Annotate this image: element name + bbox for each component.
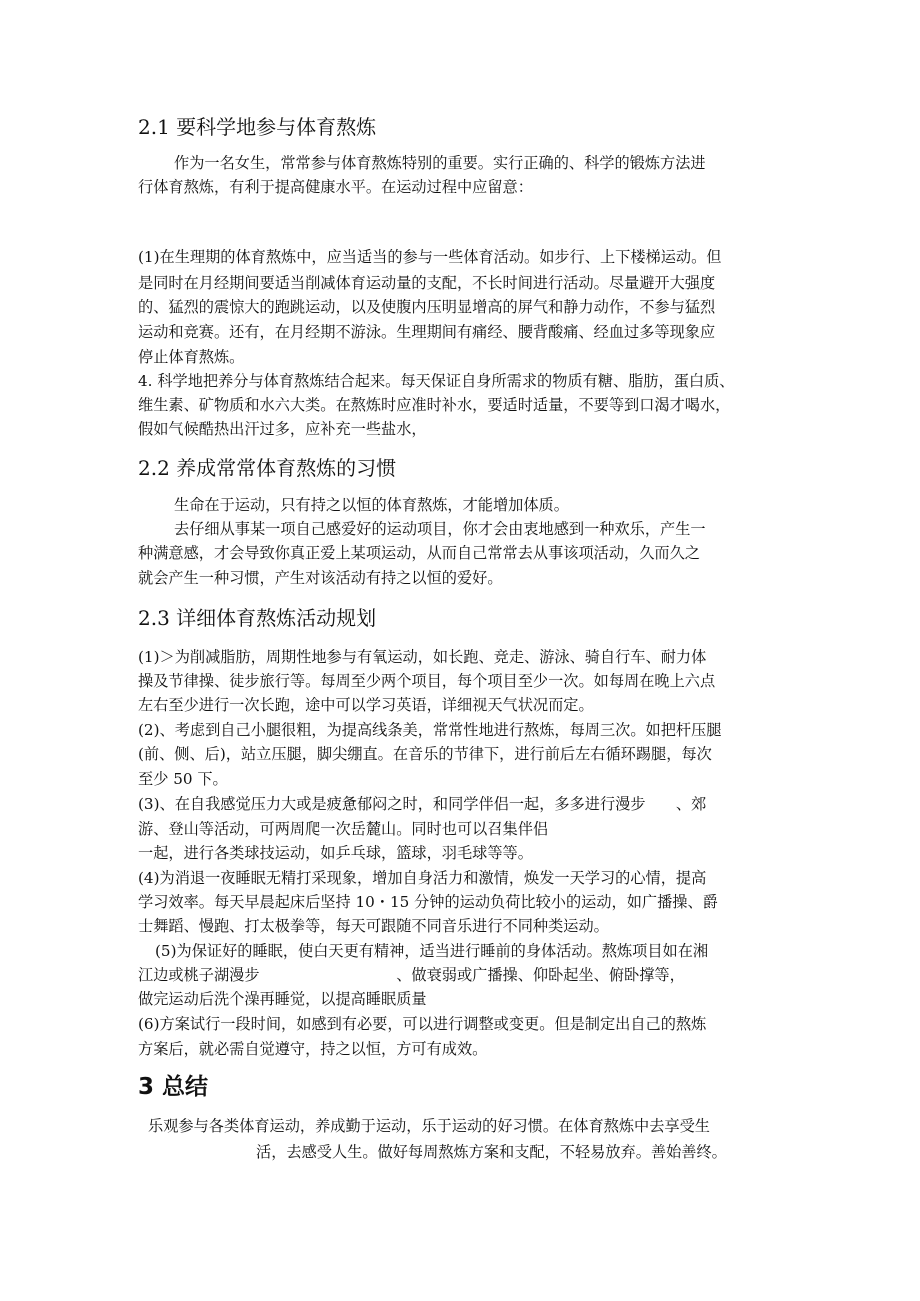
paragraph-line: 停止体育熬炼。	[138, 348, 245, 366]
paragraph-line: 种满意感，才会导致你真正爱上某项运动，从而自己常常去从事该项活动，久而久之	[138, 544, 700, 562]
section-heading-2-1: 2.1 要科学地参与体育熬炼	[138, 115, 377, 139]
paragraph-line: 行体育熬炼，有利于提高健康水平。在运动过程中应留意：	[138, 178, 533, 196]
paragraph-line: 去仔细从事某一项自己感爱好的运动项目，你才会由衷地感到一种欢乐，产生一	[174, 520, 706, 538]
section-heading-3: 3 总结	[138, 1074, 209, 1100]
paragraph-line: (1)在生理期的体育熬炼中，应当适当的参与一些体育活动。如步行、上下楼梯运动。但	[138, 248, 722, 266]
paragraph-line: 学习效率。每天早晨起床后坚持 10・15 分钟的运动负荷比较小的运动，如广播操、爵	[138, 893, 718, 911]
paragraph-line: 一起，进行各类球技运动，如乒乓球，篮球，羽毛球等等。	[138, 844, 533, 862]
paragraph-line: 是同时在月经期间要适当削减体育运动量的支配，不长时间进行活动。尽量避开大强度	[138, 274, 716, 292]
paragraph-line: 活，去感受人生。做好每周熬炼方案和支配，不轻易放弃。善始善终。	[256, 1143, 727, 1161]
paragraph-line: 的、猛烈的震惊大的跑跳运动，以及使腹内压明显增高的屏气和静力动作，不参与猛烈	[138, 298, 716, 316]
paragraph-line: (3)、在自我感觉压力大或是疲惫郁闷之时，和同学伴侣一起，多多进行漫步 、郊	[138, 795, 707, 813]
paragraph-line: 作为一名女生，常常参与体育熬炼特别的重要。实行正确的、科学的锻炼方法进	[174, 154, 706, 172]
paragraph-line: 4. 科学地把养分与体育熬炼结合起来。每天保证自身所需求的物质有糖、脂肪，蛋白质、	[138, 372, 735, 390]
paragraph-line: 操及节律操、徒步旅行等。每周至少两个项目，每个项目至少一次。如每周在晚上六点	[138, 672, 716, 690]
paragraph-line: 游、登山等活动，可两周爬一次岳麓山。同时也可以召集伴侣	[138, 820, 549, 838]
paragraph-line: 就会产生一种习惯，产生对该活动有持之以恒的爱好。	[138, 569, 503, 587]
section-heading-2-2: 2.2 养成常常体育熬炼的习惯	[138, 456, 397, 480]
paragraph-line: 运动和竞赛。还有，在月经期不游泳。生理期间有痛经、腰背酸痛、经血过多等现象应	[138, 323, 716, 341]
paragraph-line: 士舞蹈、慢跑、打太极拳等，每天可跟随不同音乐进行不同种类运动。	[138, 917, 609, 935]
paragraph-line: (6)方案试行一段时间，如感到有必要，可以进行调整或变更。但是制定出自己的熬炼	[138, 1015, 707, 1033]
paragraph-line: 至少 50 下。	[138, 770, 228, 788]
paragraph-line: (2)、考虑到自己小腿很粗，为提高线条美，常常性地进行熬炼，每周三次。如把杆压腿	[138, 721, 722, 739]
paragraph-line: (前、侧、后)，站立压腿，脚尖绷直。在音乐的节律下，进行前后左右循环踢腿，每次	[138, 745, 712, 763]
paragraph-line: 做完运动后洗个澡再睡觉，以提高睡眠质量	[138, 990, 427, 1008]
paragraph-line: 乐观参与各类体育运动，养成勤于运动，乐于运动的好习惯。在体育熬炼中去享受生	[148, 1117, 710, 1135]
paragraph-line: (1)＞为削减脂肪，周期性地参与有氧运动，如长跑、竞走、游泳、骑自行车、耐力体	[138, 648, 707, 666]
paragraph-line: 维生素、矿物质和水六大类。在熬炼时应准时补水，要适时适量，不要等到口渴才喝水，	[138, 396, 731, 414]
paragraph-line: 生命在于运动，只有持之以恒的体育熬炼，才能增加体质。	[174, 496, 569, 514]
section-heading-2-3: 2.3 详细体育熬炼活动规划	[138, 606, 377, 630]
paragraph-line: 左右至少进行一次长跑，途中可以学习英语，详细视天气状况而定。	[138, 696, 594, 714]
paragraph-line: 假如气候酷热出汗过多，应补充一些盐水，	[138, 420, 427, 438]
paragraph-line: 方案后，就必需自觉遵守，持之以恒，方可有成效。	[138, 1040, 488, 1058]
paragraph-line: (4)为消退一夜睡眠无精打采现象，增加自身活力和激情，焕发一天学习的心情，提高	[138, 869, 707, 887]
paragraph-line: 江边或桃子湖漫步 、做衰弱或广播操、仰卧起坐、俯卧撑等，	[138, 966, 685, 984]
paragraph-line: (5)为保证好的睡眠，使白天更有精神，适当进行睡前的身体活动。熬炼项目如在湘	[155, 942, 709, 960]
